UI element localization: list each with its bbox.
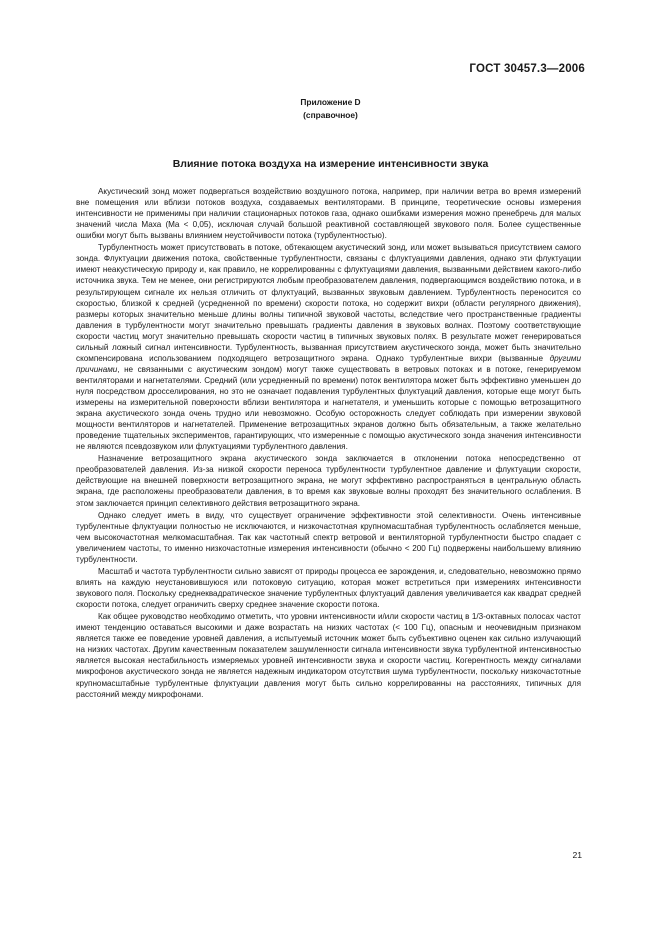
- paragraph-3: Назначение ветрозащитного экрана акустического зонда заключается в отклонении потока непосредственно от преобразователей давления. Из-за низкой скорости переноса турбулентности турбулентное давление и флуктуации скорости, действующие на внешней поверхности ветрозащитного экрана, не могут эффективно распространяться в центральную область экрана, где расположены преобразователи давления, в то время как звуковые волны проходят без значительного ослабления. В этом заключается принцип селективного действия ветрозащитного экрана.: [76, 454, 581, 508]
- body-text: [76, 186, 581, 701]
- appendix-title: Приложение D: [300, 97, 361, 107]
- section-title: Влияние потока воздуха на измерение интенсивности звука: [172, 158, 489, 170]
- paragraph-4: Однако следует иметь в виду, что существует ограничение эффективности этой селективности. Очень интенсивные турбулентные флуктуации полностью не исключаются, и низкочастотная крупномасштабная турбулентность ослабляется меньше, чем высокочастотная мелкомасштабная. Так как частотный спектр ветровой и вентиляторной турбулентности быстро спадает с увеличением частоты, то именно низкочастотные измерения интенсивности (обычно < 200 Гц) подвержены наибольшему влиянию турбулентности.: [76, 510, 581, 564]
- paragraph-1: Акустический зонд может подвергаться воздействию воздушного потока, например, при наличии ветра во время измерений вне помещения или вблизи потоков воздуха, создаваемых вентиляторами. В принципе, теоретические основы измерения интенсивности не применимы при наличии стационарных потоков газа, однако ошибками измерения можно пренебречь для малых значений числа Маха (Ma < 0,05), исключая случай большой реактивной составляющей звукового поля. Более существенные ошибки могут быть вызваны влиянием неустойчивости потока (турбулентностью).: [76, 187, 581, 241]
- paragraph-2-part-b: , не связанными с акустическим зондом) могут также существовать в ветровых потоках и в потоке, генерируемом вентиляторами и нагнетателями. Средний (или усредненный по времени) поток вентилятора может быть эффективно уменьшен до нуля посредством дросселирования, но это не означает подавления турбулентных флуктуаций давления, которые еще могут быть измерены на измерительной поверхности вблизи вентилятора и нагнетателя, и уменьшить которые с помощью ветрозащитного экрана акустического зонда очень трудно или невозможно. Особую осторожность следует соблюдать при измерении звуковой мощности вентиляторов и нагнетателей. Применение ветрозащитных экранов должно быть обязательным, а также желательно проведение тщательных экспериментов, гарантирующих, что измеренные с помощью акустического зонда значения интенсивности не являются псевдозвуком или флуктуациями турбулентного давления.: [76, 364, 581, 452]
- paragraph-6: Как общее руководство необходимо отметить, что уровни интенсивности и/или скорости частиц в 1/3-октавных полосах частот имеют тенденцию оставаться высокими и даже возрастать на низких частотах (< 100 Гц), опасным и неочевидным признаком является также ее поведение уровней давления, а испытуемый источник может быть субъективно оценен как сильно излучающий на низких частотах. Другим качественным показателем зашумленности сигнала интенсивности звука турбулентной интенсивностью является высокая нестабильность измеряемых уровней интенсивности звука и скорости частиц. Когерентность между сигналами микрофонов акустического зонда не является надежным индикатором отсутствия шума турбулентности, поскольку низкочастотные крупномасштабные турбулентные флуктуации давления могут быть сильно коррелированны на расстояниях, типичных для расстояний между микрофонами.: [76, 612, 581, 699]
- paragraph-5: Масштаб и частота турбулентности сильно зависят от природы процесса ее зарождения, и, следовательно, невозможно прямо влиять на каждую неустановившуюся или потоковую ситуацию, которая может встретиться при измерениях интенсивности звукового поля. Поскольку среднеквадратическое значение турбулентных флуктуаций давления увеличивается как квадрат средней скорости потока, следует ограничить сверху среднее значение скорости потока.: [76, 566, 581, 610]
- paragraph-2-emphasis: другими причинами: [76, 353, 581, 374]
- paragraph-2: [76, 242, 581, 452]
- standard-code: ГОСТ 30457.3—2006: [469, 63, 585, 75]
- paragraph-2-part-a: Турбулентность может присутствовать в потоке, обтекающем акустический зонд, или может вызываться присутствием самого зонда. Флуктуации движения потока, свойственные турбулентности, связаны с флуктуациями давления, однако эти флуктуации имеют неакустическую природу и, как правило, не коррелированны с флуктуациями давления, вызванными действием какого-либо источника звука. Тем не менее, они регистрируются любым преобразователем давления, подвергающимся воздействию потока, и в результирующем сигнале их нельзя отличить от флуктуаций, вызванных звуковым давлением. Турбулентность переносится со скоростью, близкой к средней (усредненной по времени) скорости потока, но содержит вихри (области регулярного движения), размеры которых значительно меньше длины волны типичной звуковой частоты, вследствие чего пространственные градиенты давления в турбулентности могут значительно превышать градиенты давления в звуковых волнах. Поэтому соответствующие скорости частиц могут значительно превышать скорости частиц в типичных звуковых полях. В результате может генерироваться сильный ложный сигнал интенсивности. Турбулентность, вызванная присутствием акустического зонда, может быть значительно скомпенсирована использованием подходящего ветрозащитного экрана. Однако турбулентные вихри (вызванные: [76, 243, 581, 363]
- page-number: 21: [572, 850, 582, 860]
- appendix-heading: [0, 96, 661, 122]
- appendix-subtitle: (справочное): [303, 110, 358, 120]
